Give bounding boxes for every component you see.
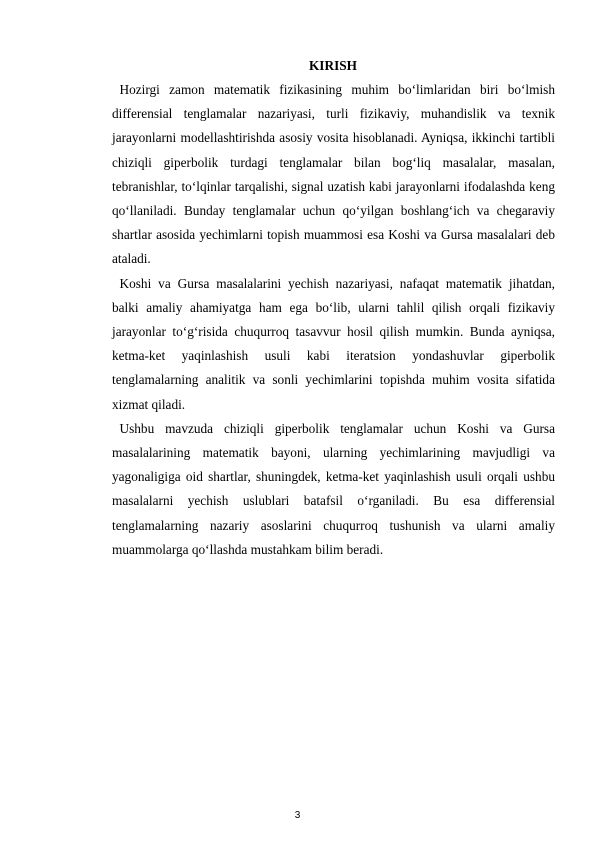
body-text <box>112 78 555 562</box>
paragraph-1: Hozirgi zamon matematik fizikasining muhim bo‘limlaridan biri bo‘lmish differensial tenglamalar nazariyasi, turli fizikaviy, muhandislik va texnik jarayonlarni modellashtirishda asosiy vosita hisoblanadi. Ayniqsa, ikkinchi tartibli chiziqli giperbolik turdagi tenglamalar bilan bog‘liq masalalar, masalan, tebranishlar, to‘lqinlar tarqalishi, signal uzatish kabi jarayonlarni ifodalashda keng qo‘llaniladi. Bunday tenglamalar uchun qo‘yilgan boshlang‘ich va chegaraviy shartlar asosida yechimlarni topish muammosi esa Koshi va Gursa masalalari deb ataladi. <box>112 82 555 267</box>
paragraph-2: Koshi va Gursa masalalarini yechish nazariyasi, nafaqat matematik jihatdan, balki amaliy ahamiyatga ham ega bo‘lib, ularni tahlil qilish orqali fizikaviy jarayonlar to‘g‘risida chuqurroq tasavvur hosil qilish mumkin. Bunda ayniqsa, ketma-ket yaqinlashish usuli kabi iteratsion yondashuvlar giperbolik tenglamalarning analitik va sonli yechimlarini topishda muhim vosita sifatida xizmat qiladi. <box>112 275 555 412</box>
section-heading: KIRISH <box>308 58 358 73</box>
paragraph-3: Ushbu mavzuda chiziqli giperbolik tenglamalar uchun Koshi va Gursa masalalarining matematik bayoni, ularning yechimlarining mavjudligi va yagonaligiga oid shartlar, shuningdek, ketma-ket yaqinlashish usuli orqali ushbu masalalarni yechish uslublari batafsil o‘rganiladi. Bu esa differensial tenglamalarning nazariy asoslarini chuqurroq tushunish va ularni amaliy muammolarga qo‘llashda mustahkam bilim beradi. <box>112 420 555 557</box>
page-number: 3 <box>294 810 301 821</box>
